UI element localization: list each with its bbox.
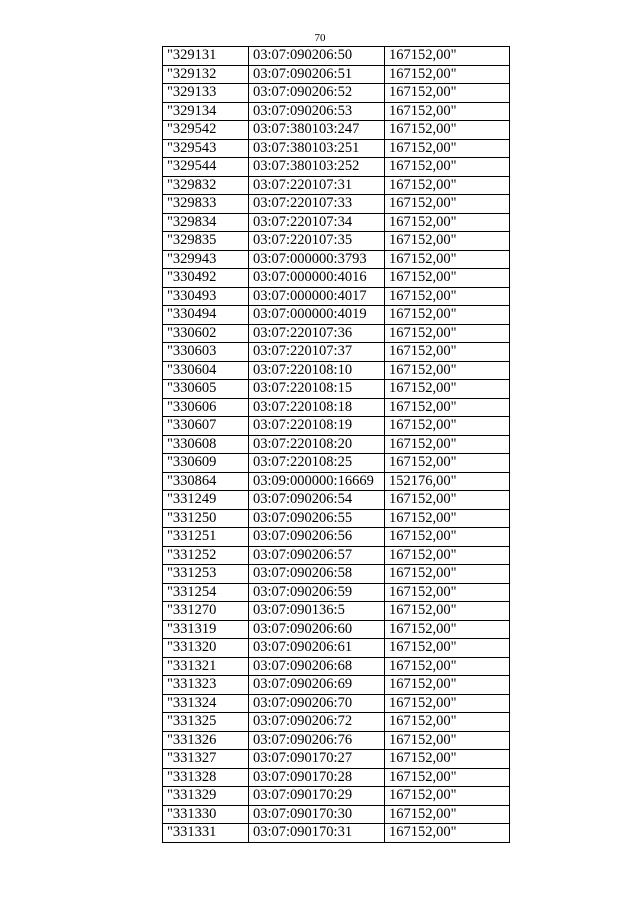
amount-cell: 167152,00" [385, 287, 510, 306]
table-row [163, 195, 510, 214]
amount-cell: 167152,00" [385, 139, 510, 158]
row-id-cell: "330608 [163, 435, 249, 454]
table-row [163, 417, 510, 436]
amount-cell: 167152,00" [385, 176, 510, 195]
table-row [163, 361, 510, 380]
row-id-cell: "331254 [163, 583, 249, 602]
amount-cell: 167152,00" [385, 731, 510, 750]
cadastral-number-cell: 03:07:090170:30 [249, 805, 385, 824]
table-row [163, 398, 510, 417]
cadastral-number-cell: 03:07:090206:72 [249, 713, 385, 732]
row-id-cell: "330607 [163, 417, 249, 436]
page-number: 70 [314, 32, 326, 44]
amount-cell: 167152,00" [385, 639, 510, 658]
table-row [163, 676, 510, 695]
table-row [163, 824, 510, 843]
row-id-cell: "330494 [163, 306, 249, 325]
amount-cell: 167152,00" [385, 65, 510, 84]
row-id-cell: "331328 [163, 768, 249, 787]
row-id-cell: "330864 [163, 472, 249, 491]
cadastral-number-cell: 03:07:380103:251 [249, 139, 385, 158]
amount-cell: 167152,00" [385, 250, 510, 269]
row-id-cell: "331270 [163, 602, 249, 621]
cadastral-number-cell: 03:07:220107:35 [249, 232, 385, 251]
amount-cell: 167152,00" [385, 602, 510, 621]
table-row [163, 287, 510, 306]
amount-cell: 167152,00" [385, 102, 510, 121]
table-row [163, 121, 510, 140]
cadastral-number-cell: 03:07:090170:31 [249, 824, 385, 843]
row-id-cell: "331330 [163, 805, 249, 824]
table-row [163, 565, 510, 584]
cadastral-number-cell: 03:07:090206:58 [249, 565, 385, 584]
table-row [163, 805, 510, 824]
table-row [163, 528, 510, 547]
row-id-cell: "330603 [163, 343, 249, 362]
table-row [163, 435, 510, 454]
cadastral-number-cell: 03:07:090206:56 [249, 528, 385, 547]
amount-cell: 167152,00" [385, 565, 510, 584]
cadastral-number-cell: 03:07:090206:50 [249, 47, 385, 66]
amount-cell: 167152,00" [385, 269, 510, 288]
cadastral-number-cell: 03:07:090206:53 [249, 102, 385, 121]
cadastral-number-cell: 03:07:090206:59 [249, 583, 385, 602]
table-row [163, 269, 510, 288]
registry-table-body [163, 47, 510, 843]
registry-table [162, 46, 510, 843]
cadastral-number-cell: 03:07:090206:68 [249, 657, 385, 676]
cadastral-number-cell: 03:07:000000:4017 [249, 287, 385, 306]
cadastral-number-cell: 03:07:220108:18 [249, 398, 385, 417]
cadastral-number-cell: 03:07:220107:31 [249, 176, 385, 195]
table-row [163, 491, 510, 510]
cadastral-number-cell: 03:07:220107:34 [249, 213, 385, 232]
row-id-cell: "330493 [163, 287, 249, 306]
cadastral-number-cell: 03:07:090206:57 [249, 546, 385, 565]
amount-cell: 167152,00" [385, 158, 510, 177]
row-id-cell: "331319 [163, 620, 249, 639]
cadastral-number-cell: 03:07:380103:247 [249, 121, 385, 140]
cadastral-number-cell: 03:07:220108:19 [249, 417, 385, 436]
table-row [163, 713, 510, 732]
row-id-cell: "329943 [163, 250, 249, 269]
row-id-cell: "330492 [163, 269, 249, 288]
amount-cell: 167152,00" [385, 583, 510, 602]
amount-cell: 167152,00" [385, 768, 510, 787]
amount-cell: 167152,00" [385, 121, 510, 140]
row-id-cell: "330606 [163, 398, 249, 417]
cadastral-number-cell: 03:07:000000:4019 [249, 306, 385, 325]
cadastral-number-cell: 03:07:380103:252 [249, 158, 385, 177]
row-id-cell: "331320 [163, 639, 249, 658]
table-row [163, 176, 510, 195]
cadastral-number-cell: 03:07:090206:69 [249, 676, 385, 695]
cadastral-number-cell: 03:09:000000:16669 [249, 472, 385, 491]
row-id-cell: "331325 [163, 713, 249, 732]
cadastral-number-cell: 03:07:090206:51 [249, 65, 385, 84]
table-row [163, 731, 510, 750]
table-row [163, 750, 510, 769]
table-row [163, 102, 510, 121]
table-row [163, 343, 510, 362]
cadastral-number-cell: 03:07:090206:70 [249, 694, 385, 713]
table-row [163, 657, 510, 676]
row-id-cell: "329835 [163, 232, 249, 251]
cadastral-number-cell: 03:07:090170:28 [249, 768, 385, 787]
amount-cell: 167152,00" [385, 491, 510, 510]
row-id-cell: "330604 [163, 361, 249, 380]
amount-cell: 167152,00" [385, 195, 510, 214]
table-row [163, 380, 510, 399]
amount-cell: 167152,00" [385, 417, 510, 436]
amount-cell: 167152,00" [385, 306, 510, 325]
amount-cell: 167152,00" [385, 824, 510, 843]
cadastral-number-cell: 03:07:220108:10 [249, 361, 385, 380]
amount-cell: 167152,00" [385, 676, 510, 695]
table-row [163, 213, 510, 232]
amount-cell: 167152,00" [385, 528, 510, 547]
table-row [163, 324, 510, 343]
row-id-cell: "331250 [163, 509, 249, 528]
row-id-cell: "331251 [163, 528, 249, 547]
amount-cell: 167152,00" [385, 232, 510, 251]
cadastral-number-cell: 03:07:090206:55 [249, 509, 385, 528]
table-row [163, 232, 510, 251]
cadastral-number-cell: 03:07:090170:29 [249, 787, 385, 806]
table-row [163, 65, 510, 84]
amount-cell: 167152,00" [385, 546, 510, 565]
table-row [163, 546, 510, 565]
row-id-cell: "329832 [163, 176, 249, 195]
amount-cell: 167152,00" [385, 213, 510, 232]
table-row [163, 306, 510, 325]
row-id-cell: "331324 [163, 694, 249, 713]
table-row [163, 787, 510, 806]
cadastral-number-cell: 03:07:090206:76 [249, 731, 385, 750]
cadastral-number-cell: 03:07:220108:20 [249, 435, 385, 454]
row-id-cell: "329833 [163, 195, 249, 214]
table-row [163, 47, 510, 66]
row-id-cell: "331331 [163, 824, 249, 843]
row-id-cell: "329134 [163, 102, 249, 121]
amount-cell: 167152,00" [385, 620, 510, 639]
table-row [163, 509, 510, 528]
table-row [163, 694, 510, 713]
row-id-cell: "331249 [163, 491, 249, 510]
table-row [163, 768, 510, 787]
cadastral-number-cell: 03:07:220107:33 [249, 195, 385, 214]
cadastral-number-cell: 03:07:000000:4016 [249, 269, 385, 288]
table-row [163, 139, 510, 158]
row-id-cell: "330605 [163, 380, 249, 399]
table-row [163, 454, 510, 473]
table-row [163, 472, 510, 491]
table-row [163, 620, 510, 639]
amount-cell: 167152,00" [385, 47, 510, 66]
row-id-cell: "331327 [163, 750, 249, 769]
table-row [163, 639, 510, 658]
amount-cell: 167152,00" [385, 435, 510, 454]
amount-cell: 167152,00" [385, 398, 510, 417]
row-id-cell: "331321 [163, 657, 249, 676]
amount-cell: 167152,00" [385, 454, 510, 473]
row-id-cell: "329132 [163, 65, 249, 84]
row-id-cell: "331323 [163, 676, 249, 695]
amount-cell: 167152,00" [385, 343, 510, 362]
row-id-cell: "330609 [163, 454, 249, 473]
cadastral-number-cell: 03:07:090170:27 [249, 750, 385, 769]
table-row [163, 84, 510, 103]
table-row [163, 583, 510, 602]
row-id-cell: "329542 [163, 121, 249, 140]
row-id-cell: "329544 [163, 158, 249, 177]
table-row [163, 602, 510, 621]
row-id-cell: "329834 [163, 213, 249, 232]
amount-cell: 167152,00" [385, 713, 510, 732]
amount-cell: 167152,00" [385, 657, 510, 676]
cadastral-number-cell: 03:07:090206:61 [249, 639, 385, 658]
cadastral-number-cell: 03:07:000000:3793 [249, 250, 385, 269]
row-id-cell: "329133 [163, 84, 249, 103]
row-id-cell: "329543 [163, 139, 249, 158]
row-id-cell: "331252 [163, 546, 249, 565]
cadastral-number-cell: 03:07:220108:25 [249, 454, 385, 473]
cadastral-number-cell: 03:07:220108:15 [249, 380, 385, 399]
cadastral-number-cell: 03:07:090136:5 [249, 602, 385, 621]
cadastral-number-cell: 03:07:220107:36 [249, 324, 385, 343]
row-id-cell: "330602 [163, 324, 249, 343]
table-row [163, 250, 510, 269]
row-id-cell: "331326 [163, 731, 249, 750]
amount-cell: 167152,00" [385, 750, 510, 769]
row-id-cell: "329131 [163, 47, 249, 66]
amount-cell: 167152,00" [385, 380, 510, 399]
cadastral-number-cell: 03:07:090206:60 [249, 620, 385, 639]
amount-cell: 167152,00" [385, 805, 510, 824]
amount-cell: 167152,00" [385, 787, 510, 806]
amount-cell: 152176,00" [385, 472, 510, 491]
table-row [163, 158, 510, 177]
amount-cell: 167152,00" [385, 361, 510, 380]
cadastral-number-cell: 03:07:090206:54 [249, 491, 385, 510]
cadastral-number-cell: 03:07:090206:52 [249, 84, 385, 103]
amount-cell: 167152,00" [385, 324, 510, 343]
amount-cell: 167152,00" [385, 509, 510, 528]
cadastral-number-cell: 03:07:220107:37 [249, 343, 385, 362]
amount-cell: 167152,00" [385, 84, 510, 103]
row-id-cell: "331329 [163, 787, 249, 806]
row-id-cell: "331253 [163, 565, 249, 584]
amount-cell: 167152,00" [385, 694, 510, 713]
